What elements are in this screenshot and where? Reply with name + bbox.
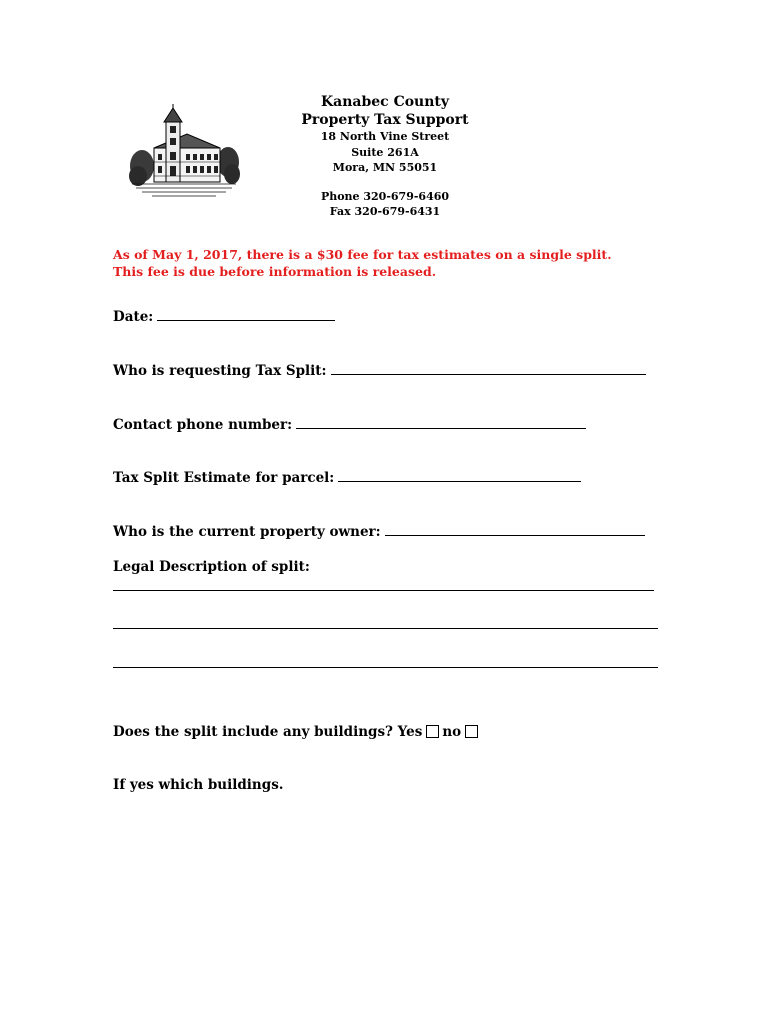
fee-notice-line-2: This fee is due before information is released. [113, 264, 437, 279]
contact-phone-field [113, 416, 586, 434]
yes-checkbox[interactable] [426, 725, 439, 738]
legal-description-line-1[interactable] [113, 590, 654, 591]
date-label: Date: [113, 309, 154, 325]
which-buildings-label: If yes which buildings. [113, 777, 284, 793]
fee-notice [113, 246, 673, 280]
owner-blank[interactable] [385, 523, 645, 536]
buildings-question [113, 723, 481, 741]
parcel-field [113, 469, 581, 487]
requester-blank[interactable] [331, 362, 646, 375]
address-suite: Suite 261A [351, 145, 419, 159]
office-header [285, 94, 485, 220]
phone-number: Phone 320-679-6460 [320, 189, 450, 203]
buildings-question-label: Does the split include any buildings? Yes [113, 724, 423, 740]
legal-description-line-3[interactable] [113, 667, 658, 668]
no-checkbox[interactable] [465, 725, 478, 738]
parcel-blank[interactable] [338, 469, 581, 482]
address-city: Mora, MN 55051 [332, 161, 438, 174]
courthouse-engraving-icon [128, 104, 240, 200]
requester-label: Who is requesting Tax Split: [113, 363, 327, 379]
owner-label: Who is the current property owner: [113, 524, 381, 540]
parcel-label: Tax Split Estimate for parcel: [113, 470, 335, 486]
contact-phone-blank[interactable] [296, 416, 586, 429]
owner-field [113, 523, 645, 541]
contact-phone-label: Contact phone number: [113, 417, 293, 433]
department-name: Property Tax Support [301, 112, 469, 128]
address-street: 18 North Vine Street [320, 130, 450, 143]
date-field [113, 308, 335, 326]
legal-description-line-2[interactable] [113, 628, 658, 629]
date-blank[interactable] [157, 308, 335, 321]
which-buildings-field [113, 776, 284, 794]
fee-notice-line-1: As of May 1, 2017, there is a $30 fee for tax estimates on a single split. [113, 247, 612, 262]
legal-description-field [113, 558, 310, 576]
county-name: Kanabec County [320, 94, 450, 110]
legal-description-label: Legal Description of split: [113, 559, 310, 575]
no-label: no [442, 724, 462, 740]
requester-field [113, 362, 646, 380]
fax-number: Fax 320-679-6431 [329, 205, 441, 218]
